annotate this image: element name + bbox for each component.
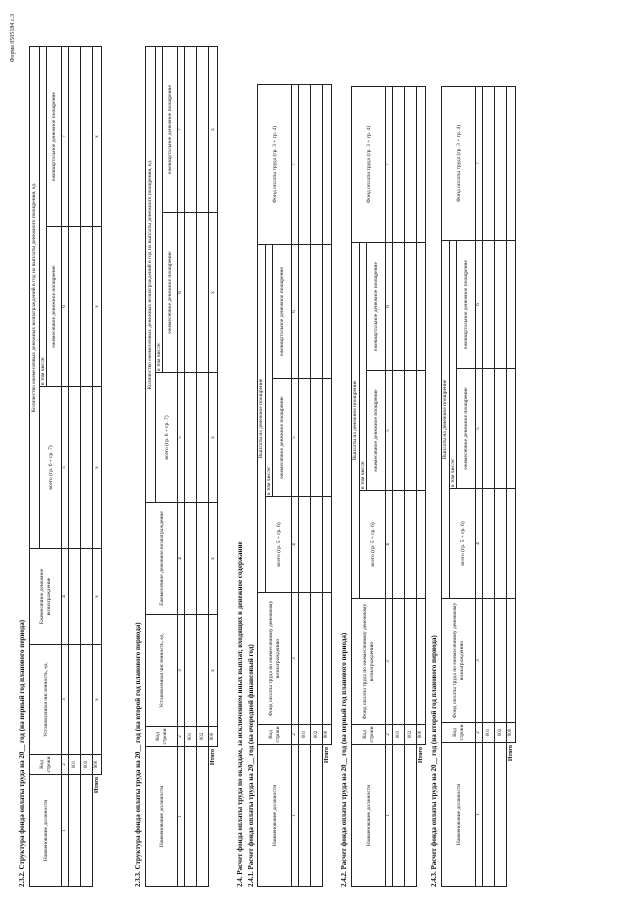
total-cell[interactable] [323, 85, 332, 245]
table-row [69, 47, 81, 887]
data-cell[interactable] [69, 549, 81, 645]
col-number: 1 [476, 743, 483, 887]
not-applicable-mark: x [209, 47, 218, 213]
data-cell[interactable] [185, 503, 197, 615]
data-cell[interactable] [299, 593, 311, 725]
col-number: 7 [476, 87, 483, 241]
total-cell[interactable] [323, 497, 332, 593]
not-applicable-mark: x [93, 645, 102, 755]
data-cell[interactable] [495, 369, 507, 489]
total-cell[interactable] [417, 87, 426, 243]
section-structure-year1 [18, 46, 102, 887]
data-cell[interactable] [483, 241, 495, 369]
total-code: 900 [507, 723, 516, 743]
table-row [405, 87, 417, 887]
total-cell[interactable] [323, 379, 332, 497]
position-cell[interactable] [483, 743, 495, 887]
data-cell[interactable] [483, 87, 495, 241]
col-number: 5 [178, 373, 185, 503]
data-cell[interactable] [299, 85, 311, 245]
row-code: 001 [393, 725, 405, 745]
total-label: Итого [418, 747, 425, 764]
position-cell[interactable] [495, 743, 507, 887]
col-quarterly-bonus-header: ежеквартальное денежное поощрение [367, 243, 386, 371]
data-cell[interactable] [495, 489, 507, 599]
col-position-header: Наименование должности [258, 745, 292, 887]
data-cell[interactable] [185, 373, 197, 503]
data-cell[interactable] [405, 491, 417, 599]
col-total-header: всего (гр. 6 + гр. 7) [40, 387, 62, 549]
data-cell[interactable] [393, 599, 405, 725]
col-number: 3 [178, 615, 185, 727]
col-total-header: всего (гр. 5 + гр. 6) [450, 489, 476, 599]
col-number: 6 [292, 245, 299, 379]
total-row [209, 47, 218, 887]
col-number: 2 [476, 723, 483, 743]
data-cell[interactable] [393, 243, 405, 371]
col-fund-header: Фонд оплаты труда по ежемесячному денежному вознаграждению [258, 593, 292, 725]
data-cell[interactable] [185, 47, 197, 213]
total-row [417, 87, 426, 887]
total-label: Итого [324, 747, 331, 764]
data-cell[interactable] [483, 369, 495, 489]
col-payouts-header: Выплаты на денежное поощрение [258, 245, 266, 593]
col-number: 7 [178, 47, 185, 213]
row-code: 001 [483, 723, 495, 743]
data-cell[interactable] [311, 379, 323, 497]
data-cell[interactable] [185, 615, 197, 727]
total-label: Итого [94, 777, 101, 794]
position-cell[interactable] [81, 775, 93, 887]
col-number: 7 [62, 47, 69, 227]
data-cell[interactable] [405, 87, 417, 243]
col-count-group-header: Количество ежемесячных денежных вознаграждений в год на выплаты денежного поощрения, ед. [30, 47, 40, 549]
col-code-header: Код строки [146, 727, 178, 747]
data-cell[interactable] [299, 245, 311, 379]
col-number: 4 [476, 489, 483, 599]
data-cell[interactable] [405, 599, 417, 725]
position-cell[interactable] [299, 745, 311, 887]
section-wage-fund-current [236, 84, 332, 887]
row-code: 001 [69, 755, 81, 775]
not-applicable-mark: x [209, 615, 218, 727]
col-incl-header: в том числе: [266, 245, 273, 497]
col-incl-header: в том числе: [156, 47, 163, 373]
data-cell[interactable] [185, 213, 197, 373]
position-cell[interactable] [197, 747, 209, 887]
col-quarterly-bonus-header: ежеквартальное денежное поощрение [457, 241, 476, 369]
col-total-header: всего (гр. 5 + гр. 6) [360, 491, 386, 599]
col-number: 7 [292, 85, 299, 245]
col-monthly-bonus-header: ежемесячное денежное поощрение [367, 371, 386, 491]
not-applicable-mark: x [93, 47, 102, 227]
section-title: 2.4.3. Расчет фонда оплаты труда на 20__ год (на второй год планового периода) [430, 635, 438, 887]
col-position-header: Наименование должности [442, 743, 476, 887]
position-cell[interactable] [311, 745, 323, 887]
col-number: 5 [62, 387, 69, 549]
col-position-header: Наименование должности [30, 775, 62, 887]
col-monthly-bonus-header: ежемесячное денежное поощрение [47, 227, 62, 387]
col-count-group-header: Количество ежемесячных денежных вознаграждений в год на выплаты денежного поощрения, ед. [146, 47, 156, 503]
col-monthly-bonus-header: ежемесячное денежное поощрение [273, 379, 292, 497]
data-cell[interactable] [311, 85, 323, 245]
col-staff-header: Установленная численность, ед. [30, 645, 62, 755]
col-number: 5 [386, 371, 393, 491]
data-cell[interactable] [311, 497, 323, 593]
col-incl-header: в том числе: [450, 241, 457, 489]
table-row [483, 87, 495, 887]
col-staff-header: Установленная численность, ед. [146, 615, 178, 727]
data-cell[interactable] [197, 373, 209, 503]
col-number: 4 [386, 491, 393, 599]
total-cell[interactable] [417, 599, 426, 725]
table-row [393, 87, 405, 887]
col-monthly-bonus-header: ежемесячное денежное поощрение [457, 369, 476, 489]
total-cell[interactable] [323, 593, 332, 725]
data-cell[interactable] [81, 227, 93, 387]
section-title: 2.4. Расчет фонда оплаты труда по окладам, за исключением иных выплат, входящих в денежное содержание [236, 541, 244, 887]
table-row [185, 47, 197, 887]
row-code: 001 [299, 725, 311, 745]
data-cell[interactable] [311, 593, 323, 725]
col-number: 6 [62, 227, 69, 387]
form-number-label: Форма 0505184 с.3 [10, 14, 16, 63]
col-number: 4 [292, 497, 299, 593]
col-fund-header: Фонд оплаты труда по ежемесячному денежному вознаграждению [352, 599, 386, 725]
table-row [299, 85, 311, 887]
not-applicable-mark: x [209, 503, 218, 615]
section-structure-year2-block [134, 46, 218, 887]
col-monthly-bonus-header: ежемесячное денежное поощрение [163, 213, 178, 373]
table-row [311, 85, 323, 887]
total-code: 900 [209, 727, 218, 747]
data-cell[interactable] [405, 243, 417, 371]
row-code: 002 [311, 725, 323, 745]
data-cell[interactable] [197, 503, 209, 615]
col-number: 4 [178, 503, 185, 615]
data-cell[interactable] [495, 87, 507, 241]
col-number: 6 [178, 213, 185, 373]
col-quarterly-bonus-header: ежеквартальное денежное поощрение [47, 47, 62, 227]
col-monthly-header: Ежемесячное денежное вознаграждение [146, 503, 178, 615]
col-quarterly-bonus-header: ежеквартальное денежное поощрение [163, 47, 178, 213]
total-cell[interactable] [507, 489, 516, 599]
col-number: 1 [178, 747, 185, 887]
row-code: 002 [197, 727, 209, 747]
col-number: 6 [386, 243, 393, 371]
col-incl-header: в том числе: [360, 243, 367, 491]
data-cell[interactable] [495, 599, 507, 723]
total-code: 900 [93, 755, 102, 775]
data-cell[interactable] [81, 549, 93, 645]
col-number: 4 [62, 549, 69, 645]
total-cell[interactable] [417, 491, 426, 599]
total-label: Итого [508, 745, 515, 762]
wage-fund-table [441, 86, 516, 887]
row-code: 002 [495, 723, 507, 743]
col-quarterly-bonus-header: ежеквартальное денежное поощрение [273, 245, 292, 379]
data-cell[interactable] [197, 213, 209, 373]
structure-table [29, 46, 102, 887]
data-cell[interactable] [483, 599, 495, 723]
col-wage-fund-header: Фонд оплаты труда (гр. 3 + гр. 4) [258, 85, 292, 245]
col-incl-header: в том числе: [40, 47, 47, 387]
col-number: 3 [62, 645, 69, 755]
total-label: Итого [210, 749, 217, 766]
total-cell[interactable] [507, 599, 516, 723]
col-code-header: Код строки [258, 725, 292, 745]
position-cell[interactable] [69, 775, 81, 887]
col-number: 2 [62, 755, 69, 775]
not-applicable-mark: x [93, 549, 102, 645]
col-total-header: всего (гр. 5 + гр. 6) [266, 497, 292, 593]
col-number: 1 [292, 745, 299, 887]
data-cell[interactable] [197, 47, 209, 213]
col-number: 2 [292, 725, 299, 745]
data-cell[interactable] [299, 497, 311, 593]
col-number: 2 [386, 725, 393, 745]
data-cell[interactable] [393, 371, 405, 491]
col-payouts-header: Выплаты на денежное поощрение [352, 243, 360, 599]
col-position-header: Наименование должности [352, 745, 386, 887]
section-title: 2.3.3. Структура фонда оплаты труда на 20__ год (на второй год планового периода) [134, 622, 142, 887]
col-number: 3 [476, 599, 483, 723]
data-cell[interactable] [69, 387, 81, 549]
data-cell[interactable] [81, 645, 93, 755]
col-number: 3 [386, 599, 393, 725]
data-cell[interactable] [197, 615, 209, 727]
total-row [323, 85, 332, 887]
structure-table [145, 46, 218, 887]
data-cell[interactable] [81, 387, 93, 549]
position-cell[interactable] [393, 745, 405, 887]
total-cell[interactable] [507, 241, 516, 369]
col-number: 6 [476, 241, 483, 369]
col-monthly-header: Ежемесячное денежное вознаграждение [30, 549, 62, 645]
total-code: 900 [323, 725, 332, 745]
total-cell[interactable] [507, 369, 516, 489]
not-applicable-mark: x [93, 387, 102, 549]
total-cell[interactable] [417, 371, 426, 491]
row-code: 002 [81, 755, 93, 775]
col-position-header: Наименование должности [146, 747, 178, 887]
data-cell[interactable] [69, 227, 81, 387]
data-cell[interactable] [483, 489, 495, 599]
section-wage-fund-year2 [430, 86, 516, 887]
row-code: 001 [185, 727, 197, 747]
col-number: 2 [178, 727, 185, 747]
col-number: 1 [62, 775, 69, 887]
total-code: 900 [417, 725, 426, 745]
total-row [507, 87, 516, 887]
total-cell[interactable] [323, 245, 332, 379]
col-number: 3 [292, 593, 299, 725]
section-wage-fund-year1 [340, 86, 426, 887]
wage-fund-table [257, 84, 332, 887]
subsection-title: 2.4.1. Расчет фонда оплаты труда на 20__ год (на очередной финансовый год) [247, 644, 255, 887]
total-cell[interactable] [417, 243, 426, 371]
col-code-header: Код строки [352, 725, 386, 745]
col-number: 7 [386, 87, 393, 243]
col-number: 5 [292, 379, 299, 497]
col-total-header: всего (гр. 6 + гр. 7) [156, 373, 178, 503]
data-cell[interactable] [495, 241, 507, 369]
data-cell[interactable] [299, 379, 311, 497]
position-cell[interactable] [185, 747, 197, 887]
data-cell[interactable] [69, 47, 81, 227]
section-title: 2.3.2. Структура фонда оплаты труда на 20__ год (на первый год планового периода) [18, 619, 26, 887]
col-number: 5 [476, 369, 483, 489]
not-applicable-mark: x [209, 373, 218, 503]
table-row [495, 87, 507, 887]
wage-fund-table [351, 86, 426, 887]
data-cell[interactable] [69, 645, 81, 755]
data-cell[interactable] [393, 87, 405, 243]
col-wage-fund-header: Фонд оплаты труда (гр. 3 + гр. 4) [352, 87, 386, 243]
section-title: 2.4.2. Расчет фонда оплаты труда на 20__ год (на первый год планового периода) [340, 632, 348, 887]
data-cell[interactable] [393, 491, 405, 599]
data-cell[interactable] [311, 245, 323, 379]
total-row [93, 47, 102, 887]
not-applicable-mark: x [209, 213, 218, 373]
not-applicable-mark: x [93, 227, 102, 387]
row-code: 002 [405, 725, 417, 745]
data-cell[interactable] [81, 47, 93, 227]
position-cell[interactable] [405, 745, 417, 887]
col-payouts-header: Выплаты на денежное поощрение [442, 241, 450, 599]
col-code-header: Код строки [30, 755, 62, 775]
data-cell[interactable] [405, 371, 417, 491]
col-fund-header: Фонд оплаты труда по ежемесячному денежному вознаграждению [442, 599, 476, 723]
col-code-header: Код строки [442, 723, 476, 743]
table-row [81, 47, 93, 887]
col-number: 1 [386, 745, 393, 887]
table-row [197, 47, 209, 887]
col-wage-fund-header: Фонд оплаты труда (гр. 3 + гр. 4) [442, 87, 476, 241]
total-cell[interactable] [507, 87, 516, 241]
